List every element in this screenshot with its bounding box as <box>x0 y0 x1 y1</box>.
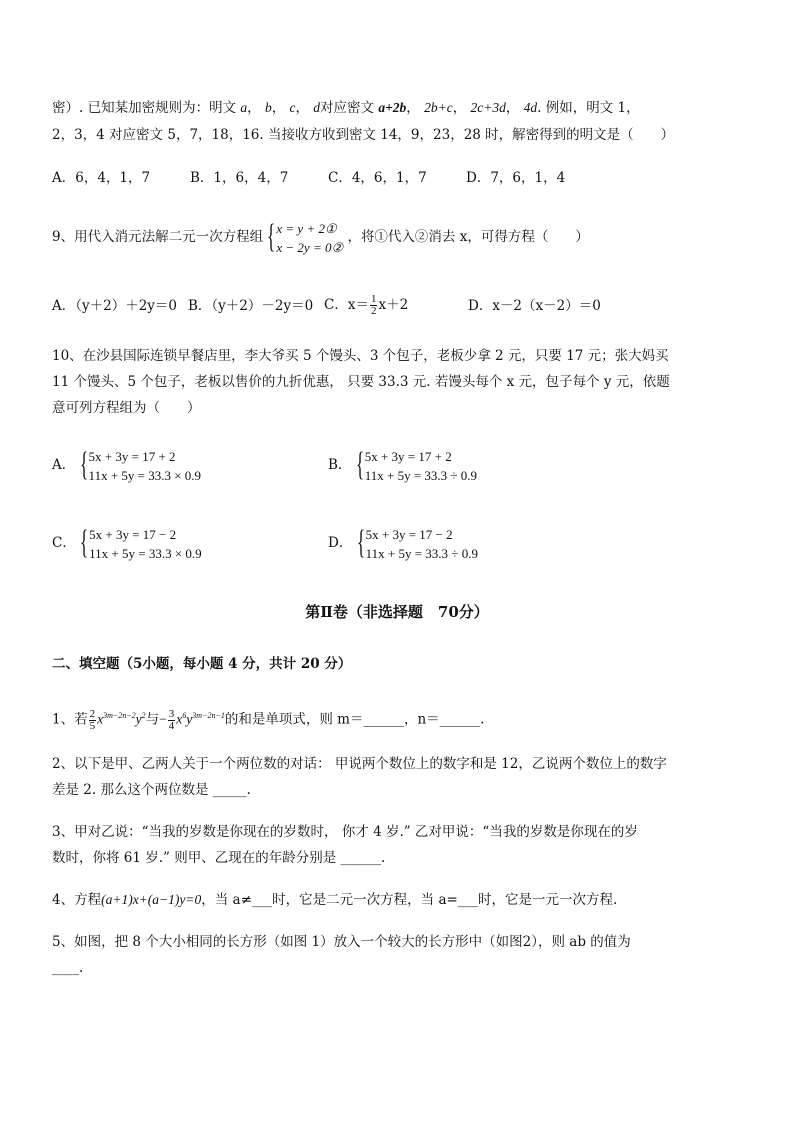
q8-option-b: B．1，6，4，7 <box>190 170 289 186</box>
cipher-1: a+2b <box>378 100 407 115</box>
exponent: 6 <box>182 711 187 720</box>
var-y: y <box>186 711 193 727</box>
equation-system <box>356 447 477 485</box>
q10-line2: 11 个馒头、5 个包子，老板以售价的九折优惠， 只要 33.3 元. 若馒头每个 x 元，包子每个 y 元，依题 <box>52 374 670 390</box>
q4-post: ，当 a≠___时，它是二元一次方程，当 a=___时，它是一元一次方程. <box>201 892 618 908</box>
part2-title: 第Ⅱ卷（非选择题 70分） <box>305 603 489 621</box>
q9-eq2: x − 2y = 0② <box>276 239 344 255</box>
frac-den: 4 <box>168 719 175 732</box>
minus-sign: − <box>159 711 167 727</box>
fill-q4 <box>52 890 617 910</box>
q9-option-c <box>324 294 408 317</box>
fill-q1 <box>52 702 484 734</box>
q8-option-c: C．4，6，1，7 <box>328 170 427 186</box>
q9-equation-system <box>267 219 343 257</box>
sep: ， <box>452 100 467 116</box>
q9-c-post: x＋2 <box>378 297 409 313</box>
q4-pre: 4、方程 <box>52 892 102 908</box>
frac-num: 2 <box>89 707 96 720</box>
q1-pre: 1、若 <box>52 711 88 728</box>
exponent: 2 <box>141 711 146 720</box>
var-y: y <box>135 711 142 727</box>
sep: ， <box>247 100 261 116</box>
option-label: A． <box>52 457 76 473</box>
q9-option-a: A．（y＋2）＋2y＝0 <box>52 298 178 314</box>
q1-mid: 与 <box>145 711 160 728</box>
fill-q5-line2: ____. <box>52 960 84 976</box>
q9-text-b: ，将①代入②消去 x，可得方程（ ） <box>347 229 589 245</box>
cipher-3: 2c+3d <box>470 100 506 115</box>
brace-icon: { <box>79 445 88 483</box>
fraction <box>89 709 97 732</box>
q8-text-a: 密）. 已知某加密规则为：明文 <box>52 100 237 116</box>
sep: ， <box>271 100 286 116</box>
q8-text-b: 对应密文 <box>320 100 375 116</box>
brace-icon: { <box>267 217 276 255</box>
q9-text-a: 9、用代入消元法解二元一次方程组 <box>52 229 264 245</box>
section2-title: 二、填空题（5小题，每小题 4 分，共计 20 分） <box>52 656 352 672</box>
exponent: 3m−2n−2 <box>103 711 136 720</box>
q10-option-d <box>328 524 478 563</box>
fill-q2-line2: 差是 2. 那么这个两位数是 _____. <box>52 782 251 798</box>
eq2: 11x + 5y = 33.3 ÷ 0.9 <box>365 545 478 561</box>
frac-num: 1 <box>370 293 377 305</box>
q8-option-a: A．6，4，1，7 <box>52 170 151 186</box>
q9-eq1: x = y + 2① <box>276 220 337 236</box>
eq2: 11x + 5y = 33.3 ÷ 0.9 <box>364 467 478 483</box>
var-x: x <box>97 711 104 727</box>
exponent: 3m−2n−1 <box>192 711 225 720</box>
q8-line2: 2，3，4 对应密文 5，7，18，16. 当接收方收到密文 14，9，23，28 时，解密得到的明文是（ ） <box>52 127 675 143</box>
fraction <box>370 294 378 317</box>
fill-q3-line2: 数时，你将 61 岁.” 则甲、乙现在的年龄分别是 ______. <box>52 850 386 866</box>
eq1: 5x + 3y = 17 + 2 <box>88 448 176 464</box>
brace-icon: { <box>356 523 365 561</box>
var-c: c <box>289 100 296 115</box>
sep: ， <box>406 100 420 116</box>
q8-line1 <box>52 98 640 118</box>
var-d: d <box>313 100 321 115</box>
fill-q5-line1: 5、如图，把 8 个大小相同的长方形（如图 1）放入一个较大的长方形中（如图2），则 ab 的值为 <box>52 934 631 950</box>
frac-den: 5 <box>89 719 96 732</box>
q10-option-a <box>52 446 201 485</box>
brace-icon: { <box>355 445 364 483</box>
q10-option-c <box>52 524 202 563</box>
fill-q2-line1: 2、以下是甲、乙两人关于一个两位数的对话： 甲说两个数位上的数字和是 12，乙说两个数位上的数字 <box>52 756 667 772</box>
equation-system <box>357 525 478 563</box>
q9-option-d: D．x－2（x－2）＝0 <box>468 298 601 314</box>
eq2: 11x + 5y = 33.3 × 0.9 <box>88 467 202 483</box>
option-label: B． <box>328 457 352 473</box>
var-a: a <box>240 100 248 115</box>
sep: ， <box>295 100 309 116</box>
frac-den: 2 <box>370 305 377 317</box>
q8-option-d: D．7，6，1，4 <box>466 170 566 186</box>
eq1: 5x + 3y = 17 + 2 <box>364 448 452 464</box>
q4-equation: (a+1)x+(a−1)y=0 <box>101 892 202 907</box>
frac-num: 3 <box>168 707 175 720</box>
q9-option-b: B．（y＋2）－2y＝0 <box>188 298 314 314</box>
q8-text-c: . 例如，明文 1， <box>537 100 640 116</box>
var-x: x <box>176 711 183 727</box>
q9-c-pre: C．x＝ <box>324 297 369 313</box>
fraction <box>168 709 176 732</box>
equation-system <box>80 447 202 485</box>
q1-post: 的和是单项式，则 m＝______，n＝______. <box>224 711 485 728</box>
option-label: D． <box>328 535 353 551</box>
cipher-4: 4d <box>523 100 538 115</box>
sep: ， <box>505 100 520 116</box>
cipher-2: 2b+c <box>424 100 453 115</box>
eq1: 5x + 3y = 17 − 2 <box>365 526 453 542</box>
option-label: C． <box>52 535 76 551</box>
equation-system <box>80 525 202 563</box>
brace-icon: { <box>80 523 89 561</box>
q10-option-b <box>328 446 477 485</box>
q10-line1: 10、在沙县国际连锁早餐店里，李大爷买 5 个馒头、3 个包子，老板少拿 2 元，只要 17 元；张大妈买 <box>52 348 669 364</box>
var-b: b <box>264 100 272 115</box>
q9-stem <box>52 218 589 257</box>
eq2: 11x + 5y = 33.3 × 0.9 <box>89 545 202 561</box>
eq1: 5x + 3y = 17 − 2 <box>89 526 177 542</box>
q10-line3: 意可列方程组为（ ） <box>52 400 201 416</box>
fill-q3-line1: 3、甲对乙说：“当我的岁数是你现在的岁数时， 你才 4 岁.” 乙对甲说：“当我的岁数是你现在的岁 <box>52 824 638 840</box>
